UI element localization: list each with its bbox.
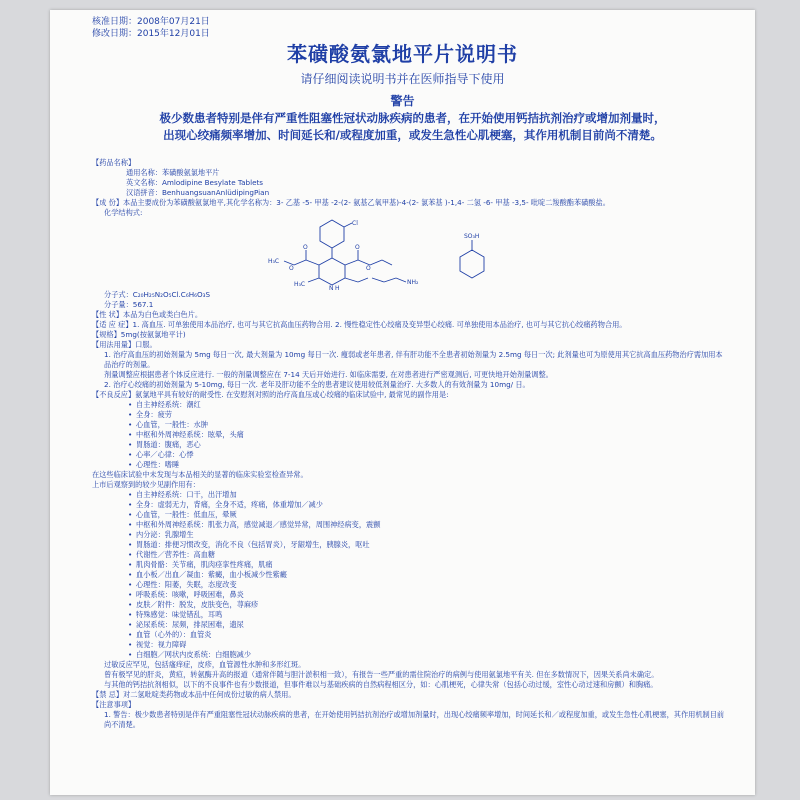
list-item-text: 泌尿系统：尿频，排尿困难，遗尿 (136, 620, 244, 629)
generic-name: 通用名称：苯磺酸氨氯地平片 (126, 168, 220, 177)
list-item (92, 460, 729, 470)
list-item-text: 全身：虚弱无力，背痛，全身不适，疼痛，体重增加／减少 (136, 500, 323, 509)
bullet-icon: • (128, 550, 133, 559)
bullet-icon: • (128, 580, 133, 589)
bullet-icon: • (128, 640, 133, 649)
list-item-text: 中枢和外周神经系统：眩晕，头痛 (136, 430, 244, 439)
list-item (92, 600, 729, 610)
label-oxygen: O (366, 265, 371, 272)
list-item-text: 血小板／出血／凝血：紫癜，血小板减少性紫癜 (136, 570, 287, 579)
bullet-icon: • (128, 650, 133, 659)
list-item-text: 血管（心外的）：血管炎 (136, 630, 212, 639)
indications-section (92, 320, 729, 330)
list-item-text: 白细胞／网状内皮系统：白细胞减少 (136, 650, 252, 659)
list-item (92, 620, 729, 630)
list-item-text: 肌肉骨骼：关节痛，肌肉痉挛性疼痛，肌痛 (136, 560, 273, 569)
label-amine: NH₂ (407, 279, 419, 286)
adverse-paragraph: 在这些临床试验中未发现与本品相关的显著的临床实验室检查异常。 (92, 470, 308, 479)
label-oxygen: O (355, 244, 360, 251)
molecular-weight: 分子量：567.1 (104, 300, 154, 309)
list-item (92, 440, 729, 450)
bullet-icon: • (128, 570, 133, 579)
bullet-icon: • (128, 600, 133, 609)
label-sulfonic: SO₃H (464, 233, 480, 240)
list-item (92, 530, 729, 540)
adverse-section (92, 390, 729, 400)
contraindications-heading: 【禁 忌】 (92, 690, 124, 699)
list-item (92, 590, 729, 600)
properties-section (92, 310, 729, 320)
common-adverse-list (92, 400, 729, 470)
leaflet-page (50, 10, 755, 795)
adverse-intro: 氨氯地平具有较好的耐受性. 在安慰剂对照的治疗高血压或心绞痛的临床试验中, 最常见的副作用是: (135, 390, 449, 399)
bullet-icon: • (128, 430, 133, 439)
warning-heading: 警告 (390, 94, 415, 108)
composition-text: 本品主要成份为苯磺酸氨氯地平,其化学名称为：3- 乙基 -5- 甲基 -2-(2- 氨基乙氧甲基)-4-(2- 氯苯基 )-1,4- 二氢 -6- 甲基 -3,5- 吡啶二羧酸酯苯磺酸盐。 (123, 198, 610, 207)
bullet-icon: • (128, 400, 133, 409)
structure-label: 化学结构式: (104, 208, 143, 217)
list-item-text: 特殊感觉：味觉错乱，耳鸣 (136, 610, 223, 619)
indications-heading: 【适 应 症】 (92, 320, 133, 329)
list-item (92, 580, 729, 590)
dosage-heading: 【用法用量】 (92, 340, 136, 349)
bullet-icon: • (128, 540, 133, 549)
list-item-text: 皮肤／附件：脱发，皮肤变色，荨麻疹 (136, 600, 259, 609)
list-item-text: 视觉：视力障碍 (136, 640, 187, 649)
list-item (92, 520, 729, 530)
bullet-icon: • (128, 620, 133, 629)
list-item (92, 450, 729, 460)
spec-text: 5mg(按氨氯地平计) (120, 330, 186, 339)
label-oxygen: O (303, 244, 308, 251)
dosage-paragraph: 2. 治疗心绞痛的初始剂量为 5-10mg, 每日一次. 老年及肝功能不全的患者建议使用较低剂量治疗. 大多数人的有效剂量为 10mg/ 日。 (104, 380, 530, 389)
list-item (92, 510, 729, 520)
bullet-icon: • (128, 630, 133, 639)
label-methyl: H₃C (294, 281, 306, 288)
spec-heading: 【规格】 (92, 330, 121, 339)
label-hydrogen: H (335, 285, 340, 290)
dosage-text: 口服。 (135, 340, 157, 349)
list-item (92, 410, 729, 420)
adverse-heading: 【不良反应】 (92, 390, 136, 399)
list-item-text: 心血管，一般性：低血压，晕厥 (136, 510, 237, 519)
precautions-paragraph: 1. 警告：极少数患者特别是伴有严重阻塞性冠状动脉疾病的患者，在开始使用钙拮抗剂治疗或增加剂量时，出现心绞痛频率增加，时间延长和／或程度加重，或发生急性心肌梗塞，其作用机制目前尚不清楚。 (104, 710, 725, 729)
properties-heading: 【性 状】 (92, 310, 124, 319)
list-item-text: 心血管，一般性：水肿 (136, 420, 208, 429)
list-item (92, 630, 729, 640)
structure-diagram (242, 218, 542, 290)
label-oxygen: O (289, 265, 294, 272)
bullet-icon: • (128, 610, 133, 619)
dosage-paragraph: 剂量调整应根据患者个体反应进行. 一般的剂量调整应在 7-14 天后开始进行. 如临床需要, 在对患者进行严密观测后, 可更快地开始剂量调整。 (104, 370, 553, 379)
chemical-structure (92, 218, 729, 290)
list-item-text: 全身：疲劳 (136, 410, 172, 419)
warning-text (110, 110, 715, 144)
list-item-text: 心理性：嗜睡 (136, 460, 180, 469)
bullet-icon: • (128, 490, 133, 499)
adverse-paragraph: 与其他的钙拮抗剂相似，以下的不良事件也有少数报道，但事件难以与基础疾病的自然病程相区分，如：心肌梗死，心律失常（包括心动过缓，室性心动过速和房颤）和胸痛。 (104, 680, 658, 689)
bullet-icon: • (128, 590, 133, 599)
bullet-icon: • (128, 460, 133, 469)
pinyin-name: 汉语拼音：BenhuangsuanAnlüdipingPian (126, 188, 270, 197)
bullet-icon: • (128, 520, 133, 529)
list-item (92, 400, 729, 410)
adverse-paragraph: 曾有极罕见的肝炎，黄疸，转氨酶升高的报道（通常伴随与胆汁淤积相一致），有报告一些严重的需住院治疗的病例与使用氨氯地平有关. 但在多数情况下，因果关系尚未确定。 (104, 670, 659, 679)
list-item-text: 自主神经系统：口干，出汗增加 (136, 490, 237, 499)
composition-heading: 【成 份】 (92, 198, 124, 207)
list-item (92, 650, 729, 660)
revision-date: 修改日期：2015年12月01日 (92, 29, 210, 39)
list-item (92, 420, 729, 430)
adverse-paragraph: 上市后观察到的较少见副作用有： (92, 480, 200, 489)
leaflet-body (92, 158, 729, 730)
list-item-text: 中枢和外周神经系统：肌张力高，感觉减退／感觉异常，周围神经病变，震颤 (136, 520, 381, 529)
bullet-icon: • (128, 560, 133, 569)
precautions-heading: 【注意事项】 (92, 700, 136, 709)
list-item-text: 自主神经系统：潮红 (136, 400, 201, 409)
list-item (92, 490, 729, 500)
composition-section (92, 198, 729, 208)
properties-text: 本品为白色或类白色片。 (123, 310, 203, 319)
adverse-paragraph: 过敏反应罕见，包括瘙痒症，皮疹，血管源性水肿和多形红斑。 (104, 660, 306, 669)
list-item (92, 430, 729, 440)
list-item-text: 胃肠道：腹痛，恶心 (136, 440, 201, 449)
list-item-text: 呼吸系统：咳嗽，呼吸困难，鼻炎 (136, 590, 244, 599)
spec-section (92, 330, 729, 340)
bullet-icon: • (128, 410, 133, 419)
contraindications-text: 对二氢吡啶类药物或本品中任何成份过敏的病人禁用。 (123, 690, 296, 699)
contraindications-section (92, 690, 729, 700)
document-subtitle: 请仔细阅读说明书并在医师指导下使用 (300, 72, 505, 86)
drug-name-heading: 【药品名称】 (92, 158, 136, 167)
list-item (92, 560, 729, 570)
list-item (92, 550, 729, 560)
list-item-text: 代谢性／营养性：高血糖 (136, 550, 216, 559)
bullet-icon: • (128, 500, 133, 509)
list-item (92, 500, 729, 510)
section-heading (92, 158, 729, 168)
bullet-icon: • (128, 440, 133, 449)
bullet-icon: • (128, 530, 133, 539)
list-item (92, 640, 729, 650)
label-nitrogen: N (329, 285, 334, 290)
approval-date: 核准日期：2008年07月21日 (92, 17, 210, 27)
warning-line: 极少数患者特别是伴有严重性阻塞性冠状动脉疾病的患者，在开始使用钙拮抗剂治疗或增加剂量时， (159, 111, 666, 125)
label-cl: Cl (352, 220, 358, 227)
revision-dates (92, 16, 210, 40)
bullet-icon: • (128, 420, 133, 429)
list-item (92, 540, 729, 550)
indications-text: 1. 高血压. 可单独使用本品治疗, 也可与其它抗高血压药物合用. 2. 慢性稳定性心绞痛及变异型心绞痛. 可单独使用本品治疗, 也可与其它抗心绞痛药物合用。 (132, 320, 627, 329)
dosage-paragraph: 1. 治疗高血压的初始剂量为 5mg 每日一次, 最大剂量为 10mg 每日一次. 瘦弱或老年患者, 伴有肝功能不全患者初始剂量为 2.5mg 每日一次; 此剂量也可为原使用其它抗高血压药物治疗需加用本品治疗的剂量。 (104, 350, 723, 369)
list-item-text: 心理性：阳萎，失眠，态度改变 (136, 580, 237, 589)
bullet-icon: • (128, 510, 133, 519)
list-item-text: 胃肠道：排便习惯改变，消化不良（包括胃炎），牙龈增生，胰腺炎，呕吐 (136, 540, 370, 549)
label-ch3-ester: H₃C (268, 258, 280, 265)
molecular-formula: 分子式：C₂₀H₂₅N₂O₅Cl.C₆H₆O₃S (104, 290, 211, 299)
dosage-section (92, 340, 729, 350)
list-item-text: 心率／心律：心悸 (136, 450, 194, 459)
list-item (92, 570, 729, 580)
bullet-icon: • (128, 450, 133, 459)
rare-adverse-list (92, 490, 729, 660)
document-title: 苯磺酸氨氯地平片说明书 (287, 42, 518, 66)
list-item (92, 610, 729, 620)
warning-line: 出现心绞痛频率增加、时间延长和/或程度加重，或发生急性心肌梗塞，其作用机制目前尚不清楚。 (163, 128, 662, 142)
list-item-text: 内分泌：乳腺增生 (136, 530, 194, 539)
english-name: 英文名称：Amlodipine Besylate Tablets (126, 178, 264, 187)
